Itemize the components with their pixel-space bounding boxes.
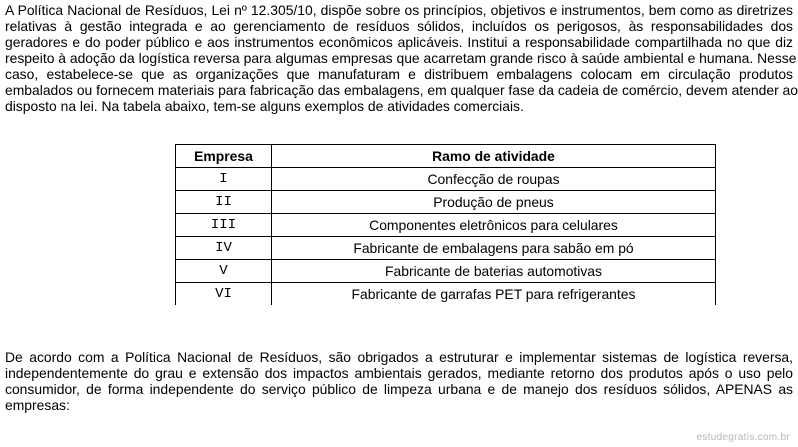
company-id-cell: VI xyxy=(176,283,272,306)
table-header-row xyxy=(176,145,716,168)
intro-line: A Política Nacional de Resíduos, Lei nº 12.305/10, dispõe sobre os princípios, objetivos e instrumentos, bem como as diretrizes xyxy=(5,2,793,18)
table-row xyxy=(176,283,716,306)
header-empresa: Empresa xyxy=(176,145,272,168)
activity-cell: Fabricante de baterias automotivas xyxy=(272,260,716,283)
table-row xyxy=(176,214,716,237)
activity-cell: Fabricante de garrafas PET para refrigerantes xyxy=(272,283,716,306)
intro-line: caso, estabelece-se que as organizações que manufaturam e distribuem embalagens colocam em circulação produtos xyxy=(5,66,793,82)
site-watermark: estudegratis.com.br xyxy=(696,432,790,443)
activity-cell: Confecção de roupas xyxy=(272,168,716,191)
company-id-cell: I xyxy=(176,168,272,191)
intro-line: relativas à gestão integrada e ao gerenciamento de resíduos sólidos, incluídos os perigosos, às responsabilidades dos xyxy=(5,18,793,34)
table-row xyxy=(176,168,716,191)
question-line: consumidor, de forma independente do serviço público de limpeza urbana e de manejo dos resíduos sólidos, APENAS as xyxy=(5,381,793,397)
table-row xyxy=(176,191,716,214)
activity-cell: Componentes eletrônicos para celulares xyxy=(272,214,716,237)
table-row xyxy=(176,237,716,260)
table-row xyxy=(176,260,716,283)
intro-line: embalados ou fornecem materiais para fabricação das embalagens, em qualquer fase da cadeia de comércio, devem atender ao xyxy=(5,82,798,98)
company-id-cell: V xyxy=(176,260,272,283)
company-id-cell: IV xyxy=(176,237,272,260)
activity-cell: Fabricante de embalagens para sabão em pó xyxy=(272,237,716,260)
intro-line: disposto na lei. Na tabela abaixo, tem-se alguns exemplos de atividades comerciais. xyxy=(5,98,524,114)
intro-line: respeito à adoção da logística reversa para algumas empresas que acarretam grande risco à saúde ambiental e humana. Nesse xyxy=(5,50,797,66)
header-ramo-de-atividade: Ramo de atividade xyxy=(272,145,716,168)
question-paragraph xyxy=(5,349,793,413)
company-id-cell: III xyxy=(176,214,272,237)
activities-table xyxy=(175,144,716,305)
question-line: independentemente do grau e extensão dos impactos ambientais gerados, mediante retorno dos produtos após o uso pelo xyxy=(5,365,793,381)
question-line: empresas: xyxy=(5,397,70,413)
intro-paragraph xyxy=(5,2,798,114)
intro-line: geradores e do poder público e aos instrumentos econômicos aplicáveis. Institui a responsabilidade compartilhada no que diz xyxy=(5,34,793,50)
activity-cell: Produção de pneus xyxy=(272,191,716,214)
question-line: De acordo com a Política Nacional de Resíduos, são obrigados a estruturar e implementar sistemas de logística reversa, xyxy=(5,349,793,365)
company-id-cell: II xyxy=(176,191,272,214)
